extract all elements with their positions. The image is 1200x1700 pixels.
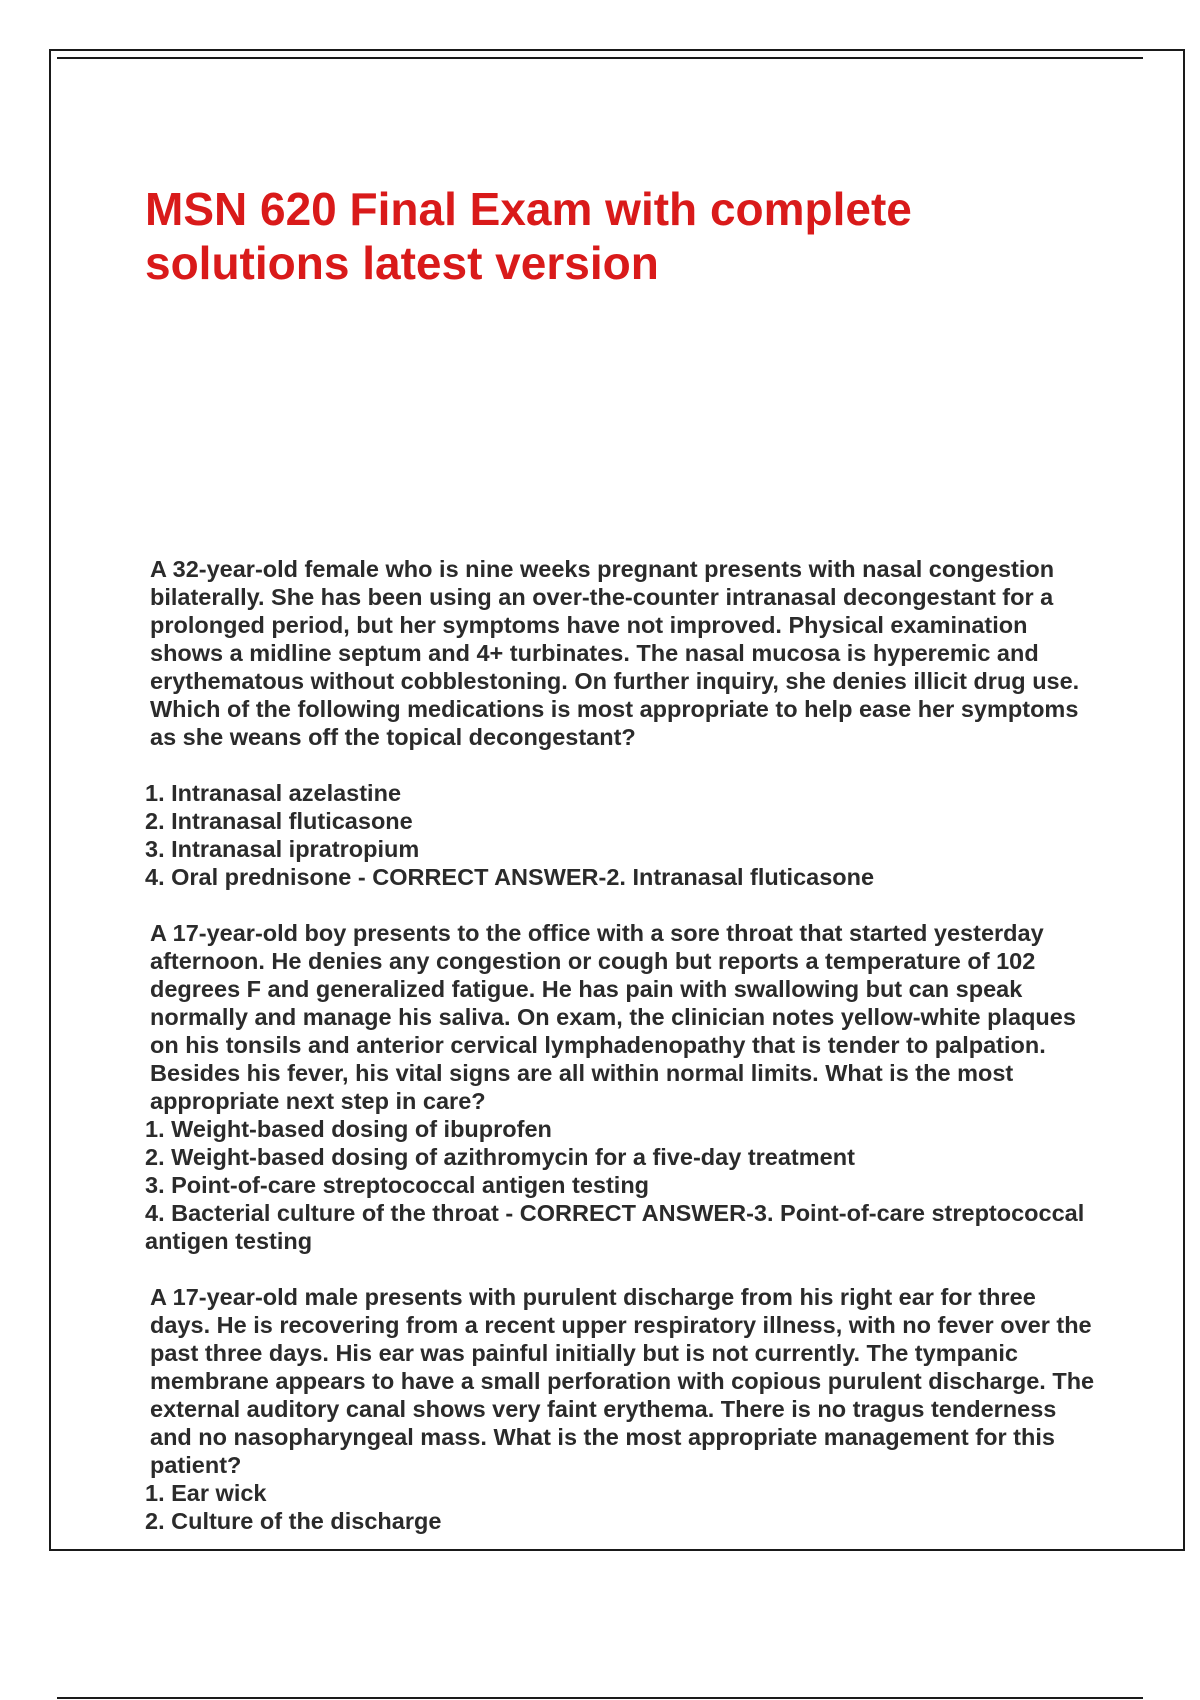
spacer [145, 891, 1095, 919]
question-stem: A 17-year-old male presents with purulent discharge from his right ear for three days. He is recovering from a recent upper respiratory illness, with no fever over the past three days. His ear was painful initially but is not currently. The tympanic membrane appears to have a small perforation with copious purulent discharge. The external auditory canal shows very faint erythema. There is no tragus tenderness and no nasopharyngeal mass. What is the most appropriate management for this patient? [150, 1284, 1095, 1478]
option-item: 2. Intranasal fluticasone [145, 808, 413, 834]
answer-options [145, 779, 1095, 891]
option-item: 3. Intranasal ipratropium [145, 836, 420, 862]
spacer [145, 751, 1095, 779]
question-stem: A 32-year-old female who is nine weeks pregnant presents with nasal congestion bilaterally. She has been using an over-the-counter intranasal decongestant for a prolonged period, but her symptoms have not improved. Physical examination shows a midline septum and 4+ turbinates. The nasal mucosa is hyperemic and erythematous without cobblestoning. On further inquiry, she denies illicit drug use. Which of the following medications is most appropriate to help ease her symptoms as she weans off the topical decongestant? [150, 556, 1080, 750]
question-2 [145, 919, 1095, 1255]
spacer [145, 1255, 1095, 1283]
question-stem: A 17-year-old boy presents to the office with a sore throat that started yesterday afternoon. He denies any congestion or cough but reports a temperature of 102 degrees F and generalized fatigue. He has pain with swallowing but can speak normally and manage his saliva. On exam, the clinician notes yellow-white plaques on his tonsils and anterior cervical lymphadenopathy that is tender to palpation. Besides his fever, his vital signs are all within normal limits. What is the most appropriate next step in care? [150, 920, 1076, 1114]
option-item: 2. Culture of the discharge [145, 1508, 442, 1534]
top-rule [57, 57, 1143, 59]
option-item-with-answer [145, 863, 1095, 891]
option-text: 4. Bacterial culture of the throat [145, 1200, 499, 1226]
correct-answer: - CORRECT ANSWER-3. Point-of-care streptococcal antigen testing [145, 1200, 1085, 1254]
option-item-with-answer [145, 1199, 1095, 1255]
option-item: 3. Point-of-care streptococcal antigen testing [145, 1172, 650, 1198]
question-3 [145, 1283, 1095, 1535]
question-1 [145, 555, 1095, 891]
bottom-rule [57, 1697, 1143, 1699]
document-title: MSN 620 Final Exam with complete solutions latest version [145, 183, 912, 289]
answer-options [145, 1115, 1095, 1255]
answer-options [145, 1479, 1095, 1535]
option-item: 1. Ear wick [145, 1480, 267, 1506]
correct-answer: - CORRECT ANSWER-2. Intranasal fluticasone [351, 864, 875, 890]
option-item: 1. Weight-based dosing of ibuprofen [145, 1116, 552, 1142]
option-item: 1. Intranasal azelastine [145, 780, 402, 806]
option-item: 2. Weight-based dosing of azithromycin for a five-day treatment [145, 1144, 855, 1170]
document-body [145, 555, 1095, 1557]
option-text: 4. Oral prednisone [145, 864, 352, 890]
